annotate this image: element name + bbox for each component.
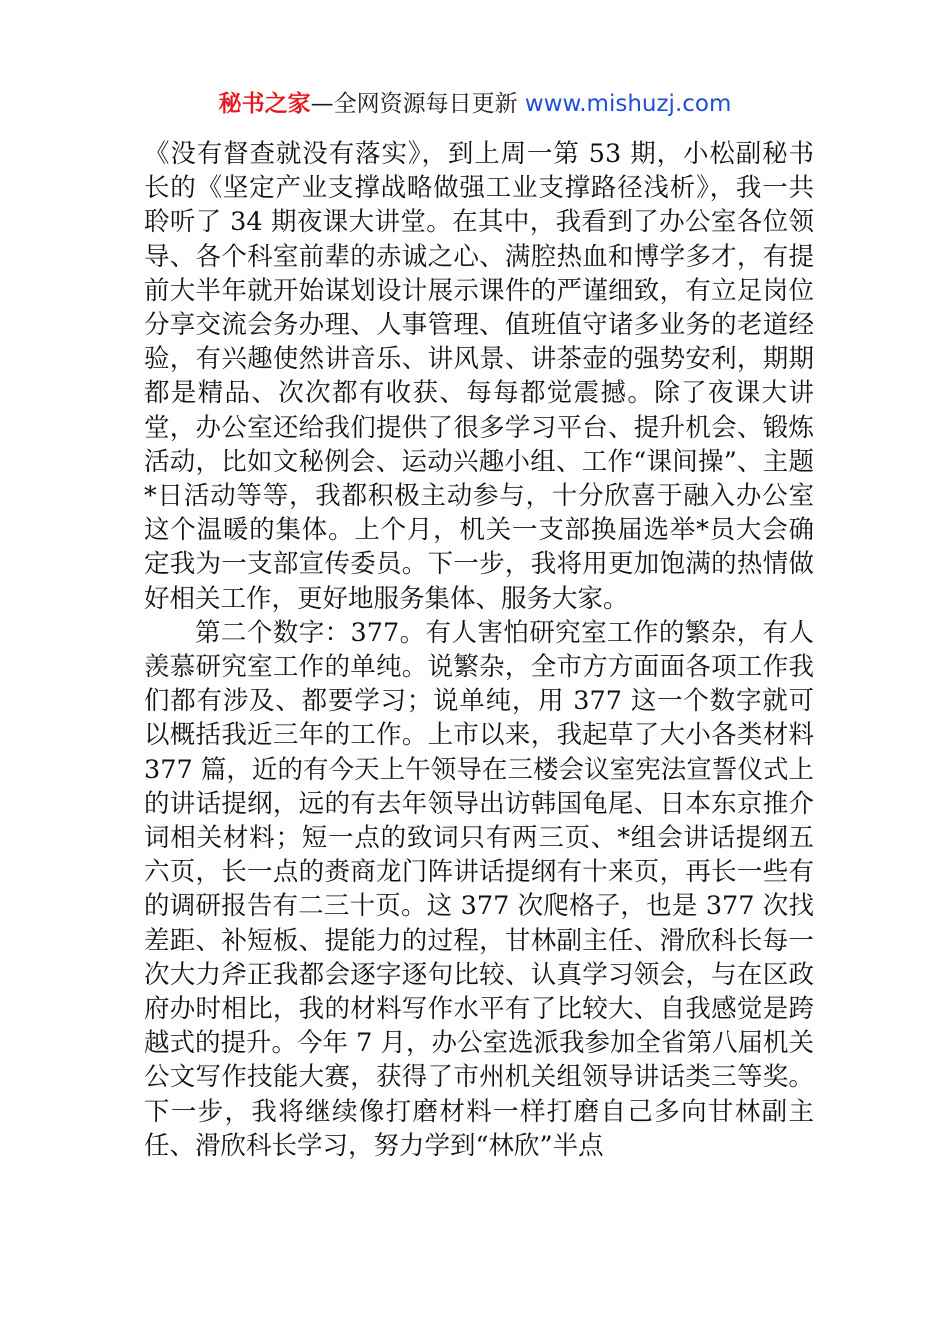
site-header xyxy=(0,86,950,122)
site-url[interactable]: www.mishuzj.com xyxy=(524,91,732,117)
brand-name: 秘书之家 xyxy=(218,91,311,117)
header-tagline: —全网资源每日更新 xyxy=(310,91,525,117)
paragraph-1: 《没有督查就没有落实》，到上周一第 53 期，小松副秘书长的《坚定产业支撑战略做强工业支撑路径浅析》，我一共聆听了 34 期夜课大讲堂。在其中，我看到了办公室各位领导、各个科室前辈的赤诚之心、满腔热血和博学多才，有提前大半年就开始谋划设计展示课件的严谨细致，有立足岗位分享交流会务办理、人事管理、值班值守诸多业务的老道经验，有兴趣使然讲音乐、讲风景、讲茶壶的强势安利，期期都是精品、次次都有收获、每每都觉震撼。除了夜课大讲堂，办公室还给我们提供了很多学习平台、提升机会、锻炼活动，比如文秘例会、运动兴趣小组、工作“课间操”、主题*日活动等等，我都积极主动参与，十分欣喜于融入办公室这个温暖的集体。上个月，机关一支部换届选举*员大会确定我为一支部宣传委员。下一步，我将用更加饱满的热情做好相关工作，更好地服务集体、服务大家。 xyxy=(144,139,814,614)
paragraph-2: 第二个数字：377。有人害怕研究室工作的繁杂，有人羡慕研究室工作的单纯。说繁杂，全市方方面面各项工作我们都有涉及、都要学习；说单纯，用 377 这一个数字就可以概括我近三年的工作。上市以来，我起草了大小各类材料 377 篇，近的有今天上午领导在三楼会议室宪法宣誓仪式上的讲话提纲，远的有去年领导出访韩国龟尾、日本东京推介词相关材料；短一点的致词只有两三页、*组会讲话提纲五六页，长一点的赉商龙门阵讲话提纲有十来页，再长一些有的调研报告有二三十页。这 377 次爬格子，也是 377 次找差距、补短板、提能力的过程，甘林副主任、滑欣科长每一次大力斧正我都会逐字逐句比较、认真学习领会，与在区政府办时相比，我的材料写作水平有了比较大、自我感觉是跨越式的提升。今年 7 月，办公室选派我参加全省第八届机关公文写作技能大赛，获得了市州机关组领导讲话类三等奖。下一步，我将继续像打磨材料一样打磨自己多向甘林副主任、滑欣科长学习，努力学到“林欣”半点 xyxy=(144,617,814,1161)
document-body xyxy=(144,137,814,1163)
